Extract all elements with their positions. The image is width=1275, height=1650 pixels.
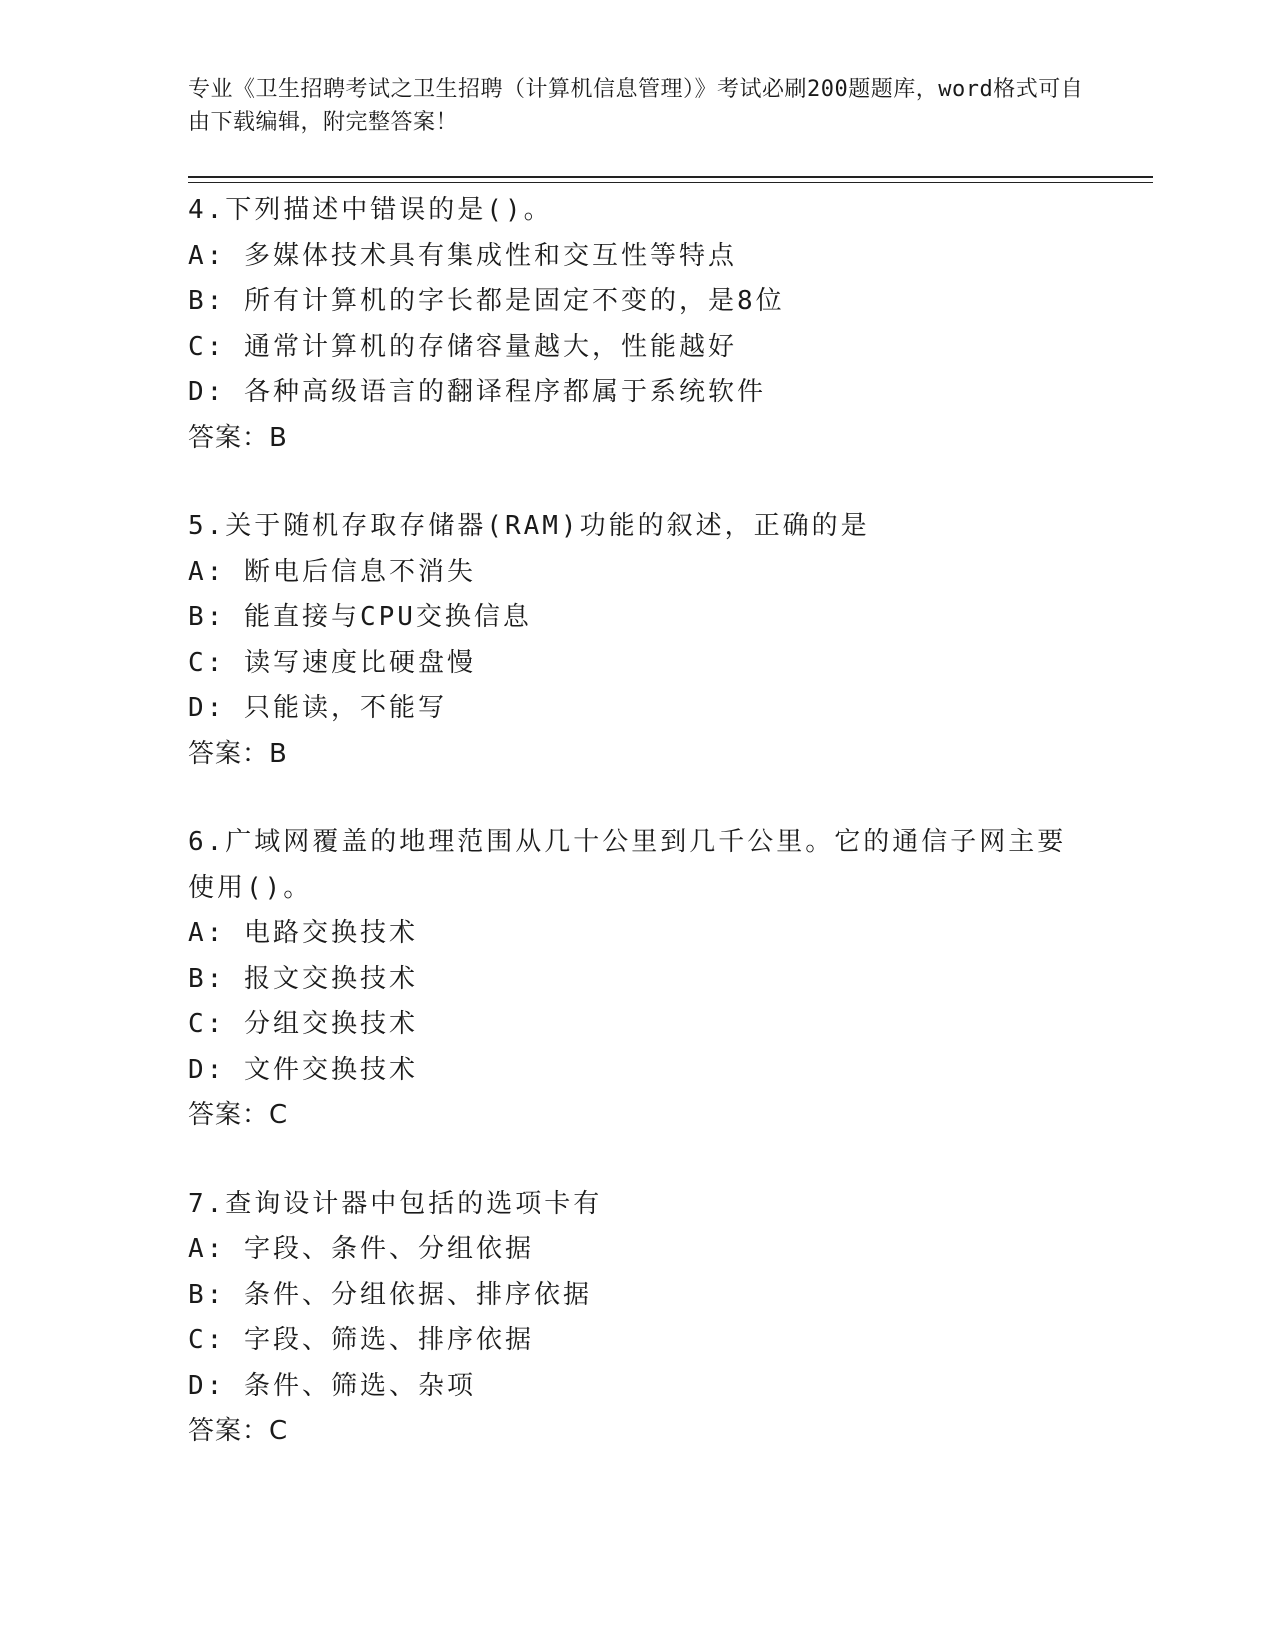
- option-d: D: 只能读，不能写: [188, 693, 447, 723]
- option-b: B: 条件、分组依据、排序依据: [188, 1279, 592, 1310]
- question-4: [188, 188, 1068, 461]
- question-6: [188, 820, 1068, 1139]
- option-b: B: 所有计算机的字长都是固定不变的，是8位: [188, 286, 785, 316]
- option-d: D: 文件交换技术: [188, 1054, 418, 1085]
- header-divider: [188, 176, 1153, 178]
- option-a: A: 多媒体技术具有集成性和交互性等特点: [188, 240, 737, 271]
- answer: 答案：B: [188, 738, 288, 769]
- answer: 答案：C: [188, 1416, 289, 1446]
- option-a: A: 电路交换技术: [188, 918, 418, 948]
- option-b: B: 能直接与CPU交换信息: [188, 602, 532, 632]
- question-stem: 4.下列描述中错误的是()。: [188, 195, 553, 225]
- question-stem: 7.查询设计器中包括的选项卡有: [188, 1188, 603, 1219]
- option-c: C: 通常计算机的存储容量越大，性能越好: [188, 331, 737, 362]
- question-7: [188, 1182, 1068, 1455]
- document-header: [188, 73, 1088, 139]
- answer: 答案：C: [188, 1100, 289, 1130]
- answer: 答案：B: [188, 422, 288, 453]
- header-divider-thin: [188, 182, 1153, 183]
- option-b: B: 报文交换技术: [188, 963, 418, 994]
- question-list: [188, 188, 1068, 1498]
- option-c: C: 分组交换技术: [188, 1009, 418, 1039]
- option-c: C: 读写速度比硬盘慢: [188, 647, 476, 678]
- option-d: D: 条件、筛选、杂项: [188, 1370, 476, 1401]
- question-5: [188, 504, 1068, 777]
- question-stem: 5.关于随机存取存储器(RAM)功能的叙述，正确的是: [188, 511, 870, 541]
- option-a: A: 字段、条件、分组依据: [188, 1234, 534, 1264]
- header-text: 专业《卫生招聘考试之卫生招聘（计算机信息管理）》考试必刷200题题库，word格式可自由下载编辑，附完整答案！: [188, 77, 1084, 135]
- option-c: C: 字段、筛选、排序依据: [188, 1325, 534, 1355]
- option-a: A: 断电后信息不消失: [188, 556, 476, 587]
- question-stem: 6.广域网覆盖的地理范围从几十公里到几千公里。它的通信子网主要使用()。: [188, 827, 1067, 903]
- option-d: D: 各种高级语言的翻译程序都属于系统软件: [188, 377, 766, 407]
